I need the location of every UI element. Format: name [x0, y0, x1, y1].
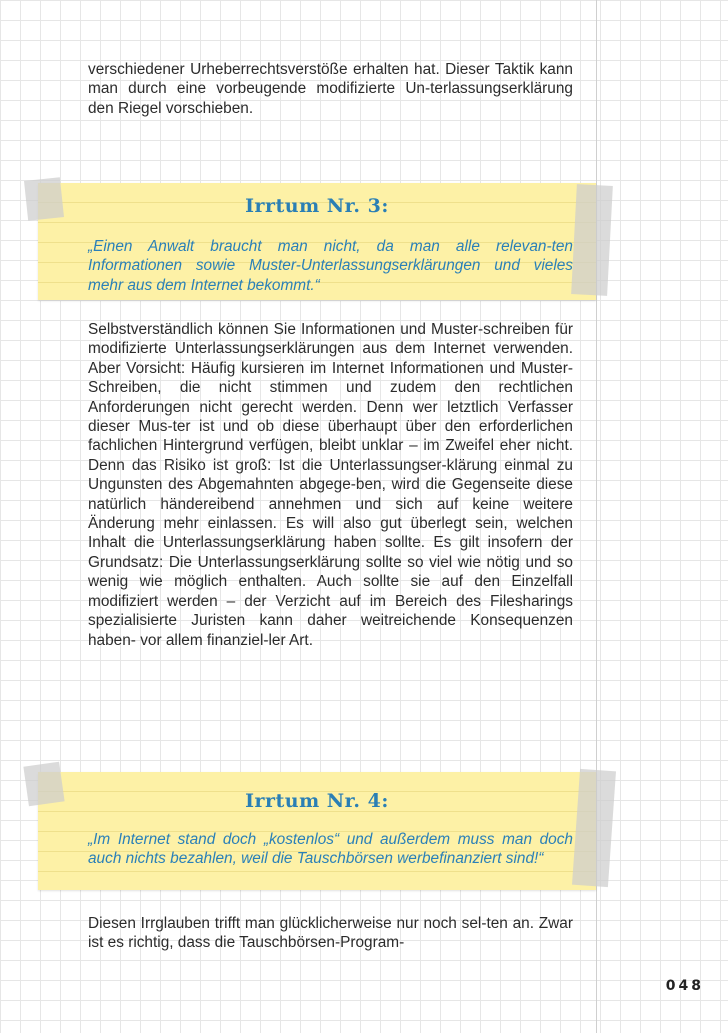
tape-strip-right — [572, 769, 616, 887]
note-title: Irrtum Nr. 3: — [245, 195, 389, 217]
note-irrtum-3 — [38, 183, 596, 300]
note-quote: „Im Internet stand doch „kostenlos“ und außerdem muss man doch auch nichts bezahlen, weil die Tauschbörsen werbefinanziert sind!“ — [88, 831, 573, 868]
note-title: Irrtum Nr. 4: — [245, 790, 389, 812]
note-irrtum-4 — [38, 772, 596, 890]
body-paragraph: Selbstverständlich können Sie Informationen und Muster-schreiben für modifizierte Unterlassungserklärungen aus dem Internet verwenden. Aber Vorsicht: Häufig kursieren im Internet Informationen und Muster-Schreiben, die nicht stimmen und zudem den rechtlichen Anforderungen nicht gerecht werden. Denn wer letztlich Verfasser dieser Mus-ter ist und ob diese überhaupt über den erforderlichen fachlichen Hintergrund verfügen, bleibt unklar – im Zweifel eher nicht. Denn das Risiko ist groß: Ist die Unterlassungser-klärung einmal zu Ungunsten des Abgemahnten abgege-ben, wird die Gegenseite diese natürlich händereibend annehmen und sich auf keine weitere Änderung mehr einlassen. Es will also gut überlegt sein, welchen Inhalt die Unterlassungserklärung haben sollte. Es gilt insofern der Grundsatz: Die Unterlassungserklärung sollte so viel wie nötig und so wenig wie möglich enthalten. Auch sollte sie auf den Einzelfall modifiziert werden – der Verzicht auf im Bereich des Filesharings spezialisierte Juristen kann daher weitreichende Konsequenzen haben- vor allem finanziel-ler Art. — [88, 321, 573, 649]
intro-paragraph: verschiedener Urheberrechtsverstöße erhalten hat. Dieser Taktik kann man durch eine vorbeugende modifizierte Un-terlassungserklärung den Riegel vorschieben. — [88, 61, 573, 117]
note-quote: „Einen Anwalt braucht man nicht, da man alle relevan-ten Informationen sowie Muster-Unterlassungserklärungen und vieles mehr aus dem Internet bekommt.“ — [88, 238, 573, 294]
page-number: 048 — [665, 978, 704, 994]
closing-paragraph: Diesen Irrglauben trifft man glücklicherweise nur noch sel-ten an. Zwar ist es richtig, dass die Tauschbörsen-Program- — [88, 915, 573, 952]
